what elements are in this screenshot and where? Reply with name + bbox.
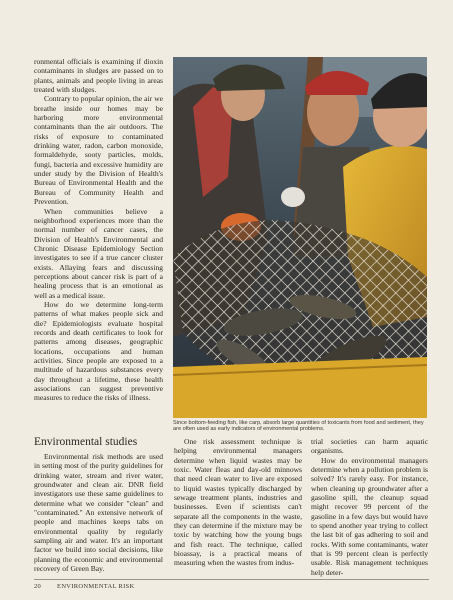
paragraph: How do environmental managers determine when a pollution problem is solved? It's rarely easy. For instance, when cleaning up groundwater after a gasoline spill, the cleanup squad might recover 99 percent of the gasoline in a few days but would have to spend another year trying to collect the last bit of gas adhering to soil and rocks. With some contaminants, water that is 99 percent clean is perfectly usable. Risk management techniques help deter- xyxy=(311,455,428,577)
paragraph: One risk assessment technique is helping environmental managers determine when liquid wastes may be toxic. Water fleas and day-old minnows that need clean water to live are exposed to liquid wastes typically discharged by sewage treatment plants, industries and businesses. Even if scientists can't separate all the components in the waste, they can determine if the mixture may be toxic by watching how the young bugs and fish react. The technique, called bioassay, is a practical means of measuring when the wastes from indus- xyxy=(174,437,302,568)
section-heading: Environmental studies xyxy=(34,436,138,448)
paragraph: How do we determine long-term patterns of what makes people sick and die? Epidemiologists evaluate hospital records and death certificates to look for patterns among diseases, geographic locations, occupations and human activities. Since people are exposed to a multitude of hazardous substances every day throughout a lifetime, these health associations can suggest preventive measures to reduce the risks of illness. xyxy=(34,299,163,403)
photo-illustration xyxy=(173,57,427,418)
footer-rule xyxy=(34,579,429,580)
white-glove xyxy=(281,187,305,207)
left-column-top xyxy=(34,57,163,403)
page-number: 20 xyxy=(34,583,42,590)
paragraph: Contrary to popular opinion, the air we breathe inside our homes may be harboring more environmental contaminants than the air outdoors. The risks of exposure to contaminated drinking water, radon, carbon monoxide, formaldehyde, sooty particles, molds, fungi, bacteria and excessive humidity are under study by the Division of Health's Bureau of Environmental Health and the Bureau of Community Health and Prevention. xyxy=(34,94,163,207)
photo-caption: Since bottom-feeding fish, like carp, absorb large quantities of toxicants from food and sediment, they are often used as early indicators of environmental problems. xyxy=(173,420,424,433)
middle-column xyxy=(174,437,302,568)
right-column xyxy=(311,437,428,577)
paragraph: ronmental officials is examining if dioxin contaminants in sludges are passed on to plants, animals and people living in areas treated with sludges. xyxy=(34,57,163,95)
left-column-lower xyxy=(34,436,163,573)
fish-net-photo xyxy=(173,57,427,418)
photo-credit: Dean Tvedt xyxy=(426,371,431,392)
paragraph: When communities believe a neighborhood experiences more than the normal number of cancer cases, the Division of Health's Environmental and Chronic Disease Epidemiology Section investigates to see if a true cancer cluster exists. Allaying fears and discussing perceptions about cancer risk is part of a healing process that is an emotional as well as a medical issue. xyxy=(34,206,163,300)
paragraph: trial societies can harm aquatic organisms. xyxy=(311,437,428,456)
footer-section-title: ENVIRONMENTAL RISK xyxy=(57,583,135,590)
page-footer xyxy=(34,583,134,590)
paragraph: Environmental risk methods are used in setting most of the purity guidelines for drinking water, stream and river water, groundwater and clean air. DNR field investigators use these same guidelines to determine what we consider "clean" and "contaminated." An extensive network of people and machines keeps tabs on environmental quality by regularly sampling air and water. It's an important factor we build into social decisions, like planning the economic and environmental recovery of Green Bay. xyxy=(34,452,163,574)
